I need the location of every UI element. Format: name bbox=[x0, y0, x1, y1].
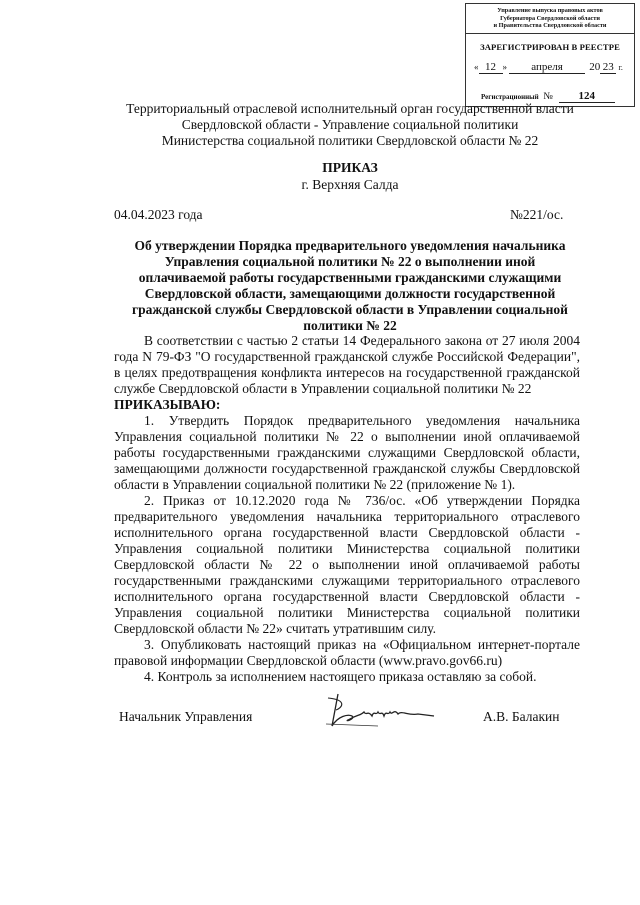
stamp-year-suffix: 23 bbox=[600, 62, 616, 74]
signatory-role: Начальник Управления bbox=[119, 709, 253, 724]
order-item-1: 1. Утвердить Порядок предварительного уведомления начальника Управления социальной политики № 22 о выполнении иной оплачиваемой работы государственными гражданскими служащими Свердловской области, замещающими должности государственной гражданской службы Свердловской области в Управлении социальной политики № 22 (приложение № 1). bbox=[114, 413, 580, 492]
order-item-2: 2. Приказ от 10.12.2020 года № 736/ос. «Об утверждении Порядка предварительного уведомления начальника территориального отраслевого исполнительного органа государственной власти Свердловской области - Управления социальной политики Министерства социальной политики Свердловской области № 22 о выполнении иной оплачиваемой работы государственными гражданскими служащими территориального отраслевого исполнительного органа государственной власти Свердловской области - Управления социальной политики Министерства социальной политики Свердловской области № 22» считать утратившим силу. bbox=[114, 493, 580, 636]
doc-city: г. Верхняя Салда bbox=[301, 177, 399, 192]
doc-body bbox=[114, 333, 580, 685]
org-line-2: Свердловской области - Управление социальной политики bbox=[181, 117, 519, 132]
stamp-close-quote: » bbox=[502, 62, 507, 72]
stamp-header bbox=[466, 4, 634, 34]
signatory-name: А.В. Балакин bbox=[483, 709, 560, 724]
stamp-reg-no-label: № bbox=[543, 91, 553, 102]
doc-number: №221/ос. bbox=[510, 207, 564, 222]
registration-stamp bbox=[465, 3, 635, 107]
stamp-month: апреля bbox=[509, 62, 585, 74]
org-line-1: Территориальный отраслевой исполнительный орган государственной власти bbox=[126, 101, 574, 116]
order-word: ПРИКАЗЫВАЮ: bbox=[114, 397, 221, 412]
stamp-header-line: Губернатора Свердловской области bbox=[500, 14, 600, 22]
doc-type: ПРИКАЗ bbox=[322, 160, 378, 175]
org-line-3: Министерства социальной политики Свердловской области № 22 bbox=[161, 133, 539, 148]
stamp-date bbox=[474, 61, 623, 74]
stamp-reg-number: 124 bbox=[559, 91, 615, 103]
order-item-4: 4. Контроль за исполнением настоящего приказа оставляю за собой. bbox=[144, 669, 537, 684]
preamble: В соответствии с частью 2 статьи 14 Федерального закона от 27 июля 2004 года N 79-ФЗ "О государственной гражданской службе Российской Федерации", в целях предотвращения конфликта интересов на государственной гражданской службе Свердловской области в Управлении социальной политики № 22 bbox=[114, 333, 580, 396]
stamp-reg-label: Регистрационный bbox=[481, 93, 539, 101]
stamp-header-line: и Правительства Свердловской области bbox=[493, 22, 607, 29]
doc-title: Об утверждении Порядка предварительного уведомления начальника Управления социальной политики № 22 о выполнении иной оплачиваемой работы государственными гражданскими служащими Свердловской области, замещающими должности государственной гражданской службы Свердловской области в Управлении социальной политики № 22 bbox=[132, 238, 568, 333]
doc-date: 04.04.2023 года bbox=[114, 207, 203, 222]
stamp-year-prefix: 20 bbox=[589, 61, 601, 73]
stamp-day: 12 bbox=[479, 62, 503, 74]
stamp-open-quote: « bbox=[474, 62, 479, 72]
stamp-year-unit: г. bbox=[618, 63, 623, 72]
handwritten-signature bbox=[318, 686, 448, 732]
order-item-3: 3. Опубликовать настоящий приказ на «Официальном интернет-портале правовой информации Свердловской области (www.pravo.gov66.ru) bbox=[114, 637, 580, 668]
stamp-header-line: Управление выпуска правовых актов bbox=[497, 7, 603, 14]
stamp-title: ЗАРЕГИСТРИРОВАН В РЕЕСТРЕ bbox=[480, 41, 620, 52]
